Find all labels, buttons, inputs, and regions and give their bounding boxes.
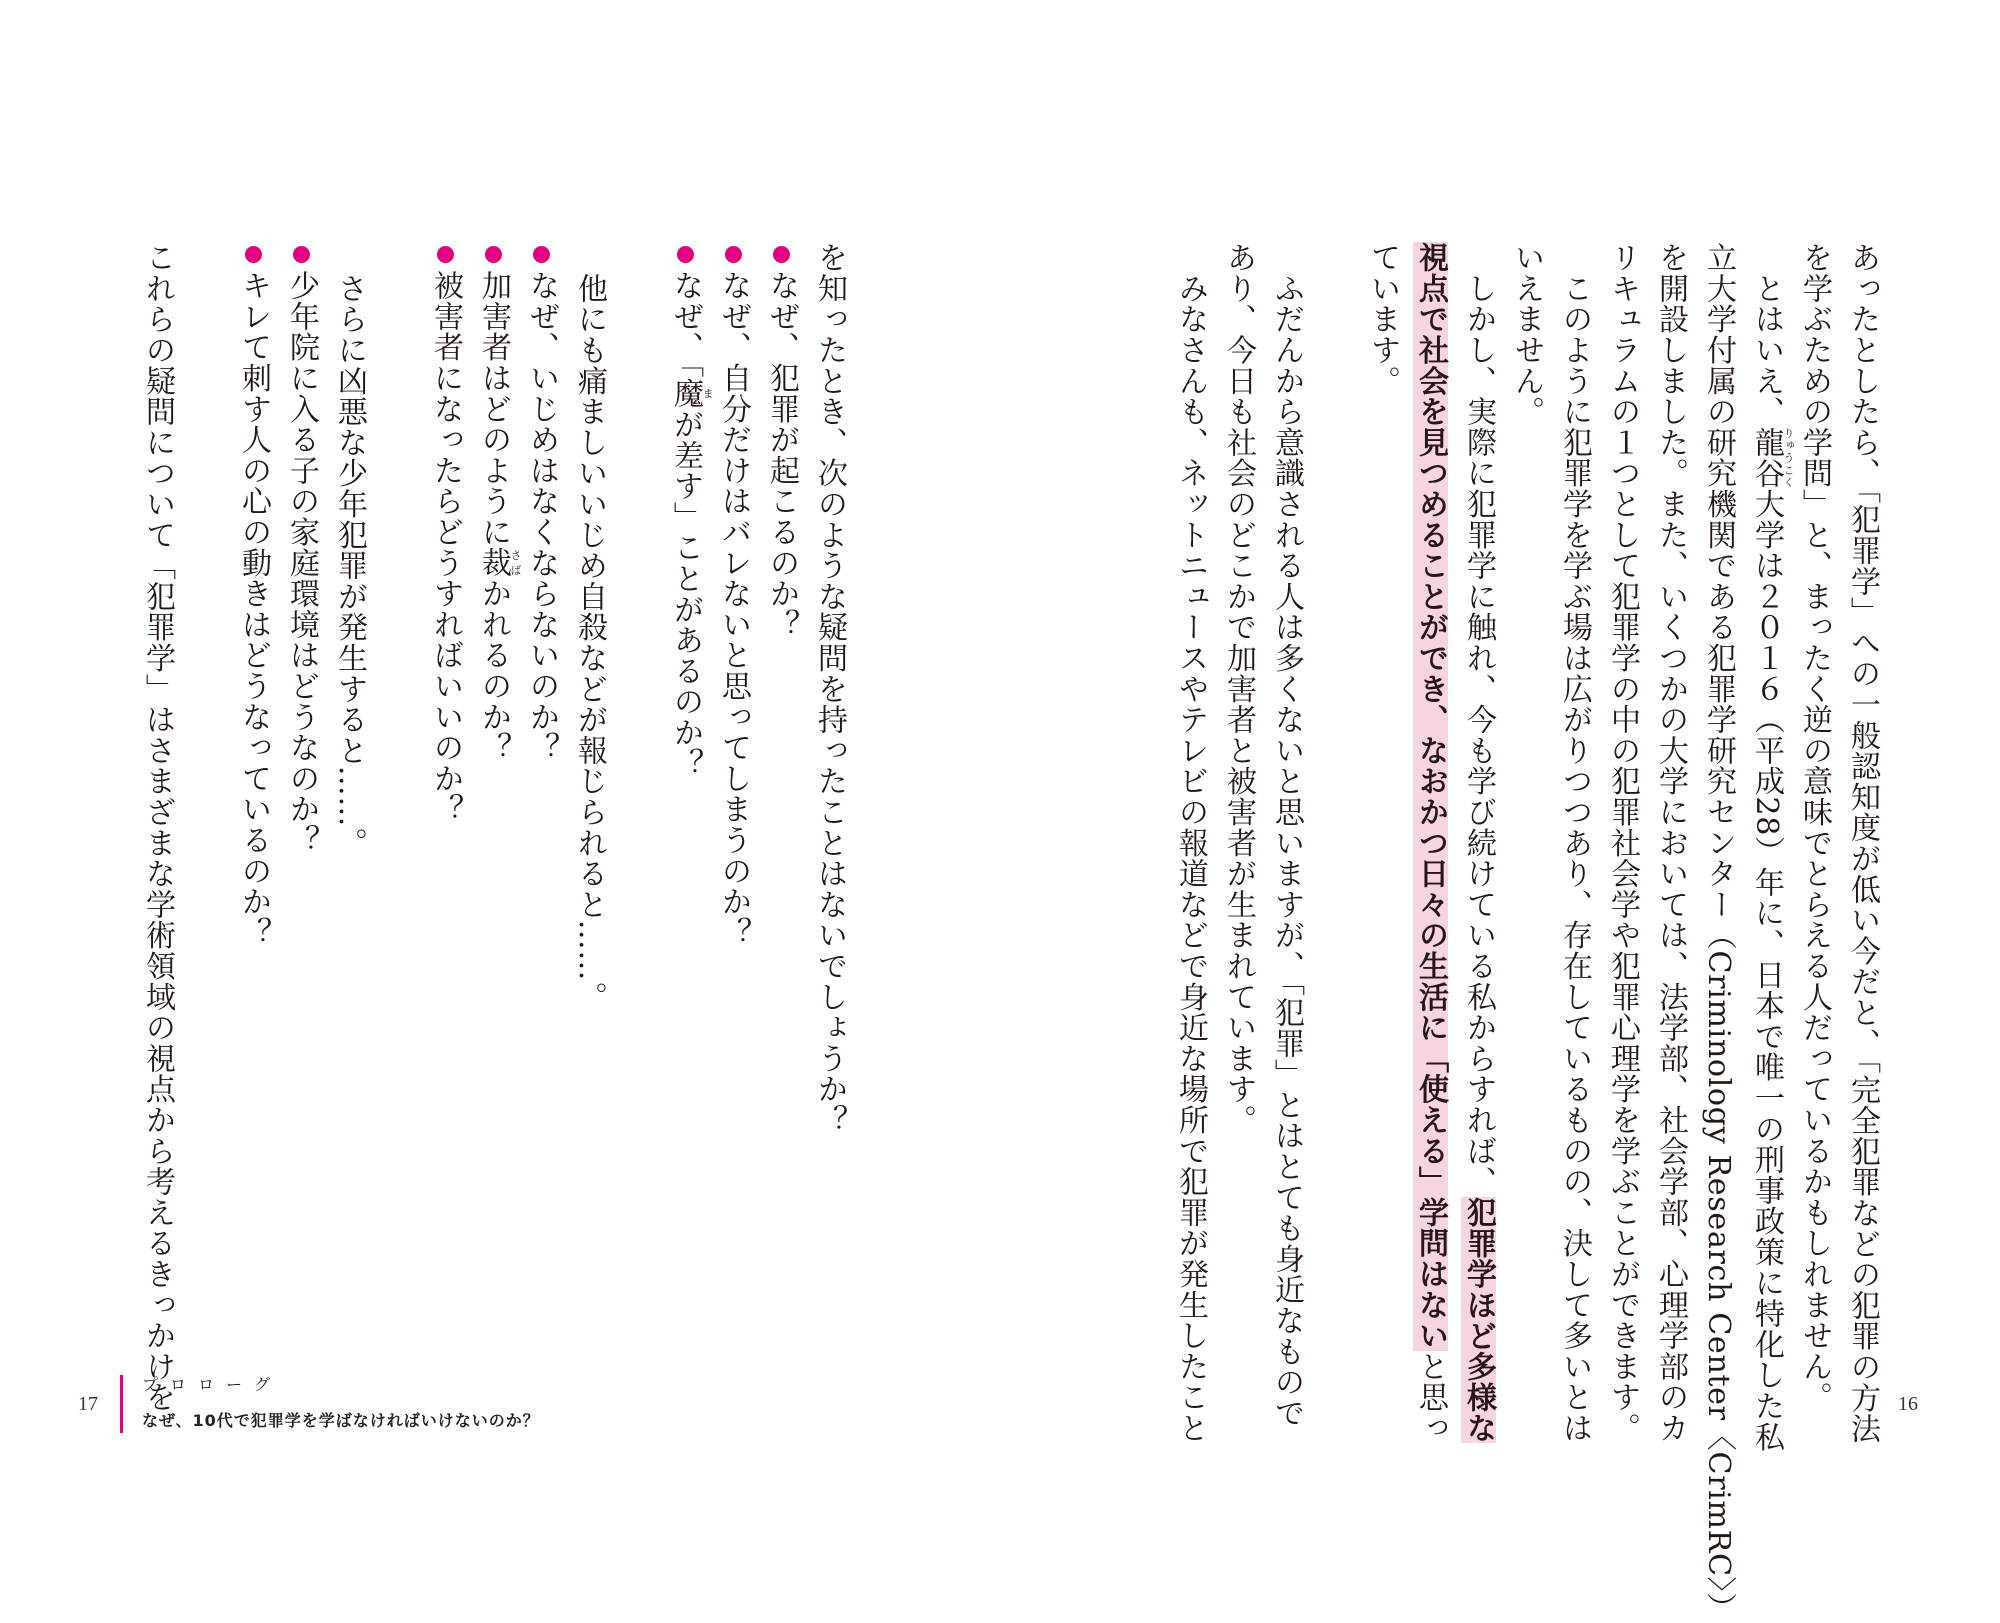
text-line: いえません。 — [1509, 242, 1544, 427]
text-line: あったとしたら、「犯罪学」への一般認知度が低い今だと、「完全犯罪などの犯罪の方法 — [1845, 242, 1880, 1444]
text-line — [1406, 242, 1454, 1444]
ruby-ryukoku — [1749, 426, 1795, 489]
text-line: ています。 — [1365, 242, 1400, 396]
text-line: ふだんから意識される人は多くないと思いますが、「犯罪」とはとても身近なもので — [1269, 242, 1304, 1429]
text-line: みなさんも、ネットニュースやテレビの報道などで身近な場所で犯罪が発生したこと — [1173, 242, 1208, 1444]
footer-rule — [120, 1375, 123, 1433]
ruby-reading: さば — [509, 547, 522, 578]
text-line: 他にも痛ましいいじめ自殺などが報じられると……。 — [572, 242, 607, 1012]
bullet-item — [229, 242, 277, 1322]
text-line: を開設しました。また、いくつかの大学においては、法学部、社会学部、心理学部のカ — [1653, 242, 1688, 1444]
running-title: プロローグ — [142, 1375, 283, 1394]
page-number-left: 17 — [78, 1393, 98, 1415]
text-segment: とはいえ、 — [1749, 242, 1784, 427]
bullet-text: キレて刺す人の心の動きはどうなっているのか？ — [236, 270, 271, 948]
text-line — [1742, 242, 1795, 1453]
text-segment: が差す」ことがあるのか？ — [668, 408, 703, 779]
text-line: さらに凶悪な少年犯罪が発生すると……。 — [332, 242, 367, 858]
text-line: このように犯罪学を学ぶ場は広がりつつあり、存在しているものの、決して多いとは — [1557, 242, 1592, 1444]
bullet-text: 少年院に入る子の家庭環境はどうなのか？ — [284, 270, 319, 856]
bullet-text: なぜ、自分だけはバレないと思ってしまうのか？ — [716, 270, 751, 948]
bullet-item — [709, 242, 757, 1322]
bullet-item — [277, 242, 325, 1322]
highlight-text: 犯罪学ほど多様な — [1461, 1196, 1496, 1444]
text-line: これらの疑問について「犯罪学」はさまざまな学術領域の視点から考えるきっかけを — [140, 242, 175, 1413]
bullet-item — [421, 242, 469, 1322]
text-line: 立大学付属の研究機関である犯罪学研究センター（Criminology Research Center〈CrimRC〉） — [1701, 242, 1736, 1623]
ruby-base: 龍谷 — [1749, 426, 1784, 489]
text-segment: 大学は２０１６（平成28）年に、日本で唯一の刑事政策に特化した私 — [1749, 488, 1784, 1453]
ruby-reading: りゅうこく — [1782, 426, 1795, 489]
ruby-saba — [476, 547, 522, 579]
text-segment: かれるのか？ — [476, 578, 511, 763]
ruby-base: 裁 — [476, 547, 511, 579]
bullet-text: なぜ、犯罪が起こるのか？ — [764, 270, 799, 640]
text-line: を学ぶための学問」と、まったく逆の意味でとらえる人だっているかもしれません。 — [1797, 242, 1832, 1413]
ruby-base: 魔 — [668, 378, 703, 409]
ruby-ma — [668, 378, 714, 409]
bullet-item — [469, 242, 522, 1322]
highlight-text: 視点で社会を見つめることができ、なおかつ日々の生活に「使える」学問はない — [1413, 242, 1448, 1351]
running-subtitle: なぜ、10代で犯罪学を学ばなければいけないのか？ — [142, 1411, 540, 1430]
text-line — [1454, 242, 1502, 1444]
bullet-text: 被害者になったらどうすればいいのか？ — [428, 270, 463, 825]
bullet-item — [757, 242, 805, 1322]
bullet-text: なぜ、いじめはなくならないのか？ — [524, 270, 559, 763]
text-line: リキュラムの１つとして犯罪学の中の犯罪社会学や犯罪心理学を学ぶことができます。 — [1605, 242, 1640, 1444]
text-segment: しかし、実際に犯罪学に触れ、今も学び続けている私からすれば、 — [1461, 242, 1496, 1197]
text-segment: なぜ、「 — [668, 270, 703, 379]
text-segment: と思っ — [1413, 1350, 1448, 1444]
page-number-right: 16 — [1898, 1393, 1918, 1415]
bullet-item — [517, 242, 565, 1322]
text-line: を知ったとき、次のような疑問を持ったことはないでしょうか？ — [812, 242, 847, 1136]
text-line: あり、今日も社会のどこかで加害者と被害者が生まれています。 — [1221, 242, 1256, 1136]
ruby-reading: ま — [701, 378, 714, 409]
text-segment: 加害者はどのように — [476, 270, 511, 548]
bullet-item — [661, 242, 714, 1322]
